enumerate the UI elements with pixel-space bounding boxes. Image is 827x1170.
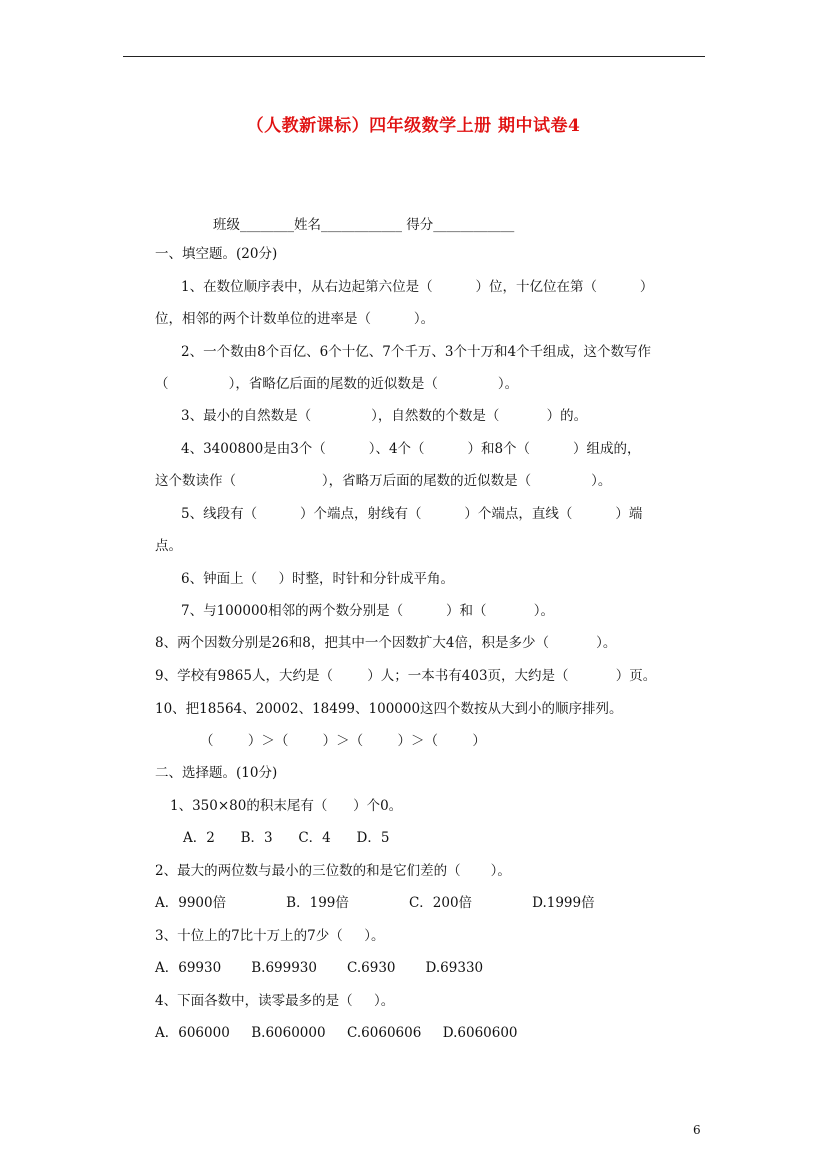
header-fields: 班级________姓名____________ 得分____________ xyxy=(213,217,515,233)
question-line: 4、下面各数中，读零最多的是（ ）。 xyxy=(155,993,395,1009)
header-rule xyxy=(123,56,705,57)
page-number: 6 xyxy=(693,1123,701,1137)
options-line: A．606000 B.6060000 C.6060606 D.6060600 xyxy=(155,1025,518,1041)
question-line: 3、最小的自然数是（ ），自然数的个数是（ ）的。 xyxy=(181,408,588,424)
question-line: 5、线段有（ ）个端点，射线有（ ）个端点，直线（ ）端 xyxy=(181,506,643,522)
question-line: 9、学校有9865人，大约是（ ）人；一本书有403页，大约是（ ）页。 xyxy=(155,668,657,684)
question-line: 3、十位上的7比十万上的7少（ ）。 xyxy=(155,928,385,944)
options-line: A．2 B．3 C．4 D．5 xyxy=(183,830,390,846)
question-line: 位，相邻的两个计数单位的进率是（ ）。 xyxy=(155,311,435,327)
question-line: 这个数读作（ ），省略万后面的尾数的近似数是（ ）。 xyxy=(155,473,612,489)
question-line: 2、一个数由8个百亿、6个十亿、7个千万、3个十万和4个千组成，这个数写作 xyxy=(181,344,652,360)
question-line: 8、两个因数分别是26和8，把其中一个因数扩大4倍，积是多少（ ）。 xyxy=(155,635,617,651)
question-line: （ ），省略亿后面的尾数的近似数是（ ）。 xyxy=(155,376,519,392)
options-line: A．9900倍 B．199倍 C．200倍 D.1999倍 xyxy=(155,895,595,911)
question-line: 点。 xyxy=(155,538,182,554)
question-line: 6、钟面上（ ）时整，时针和分针成平角。 xyxy=(181,571,455,587)
question-line: 1、350×80的积末尾有（ ）个0。 xyxy=(170,798,403,814)
page-title: （人教新课标）四年级数学上册 期中试卷4 xyxy=(246,116,581,136)
answer-blanks: （ ）＞（ ）＞（ ）＞（ ） xyxy=(200,733,486,749)
question-line: 1、在数位顺序表中，从右边起第六位是（ ）位，十亿位在第（ ） xyxy=(181,279,654,295)
question-line: 7、与100000相邻的两个数分别是（ ）和（ ）。 xyxy=(181,603,554,619)
question-line: 10、把18564、20002、18499、100000这四个数按从大到小的顺序排列。 xyxy=(155,701,623,717)
section-heading: 二、选择题。(10分) xyxy=(155,765,278,781)
section-heading: 一、填空题。(20分) xyxy=(155,246,278,262)
question-line: 2、最大的两位数与最小的三位数的和是它们差的（ ）。 xyxy=(155,863,511,879)
options-line: A．69930 B.699930 C.6930 D.69330 xyxy=(155,960,484,976)
question-line: 4、3400800是由3个（ ）、4个（ ）和8个（ ）组成的， xyxy=(181,441,641,457)
